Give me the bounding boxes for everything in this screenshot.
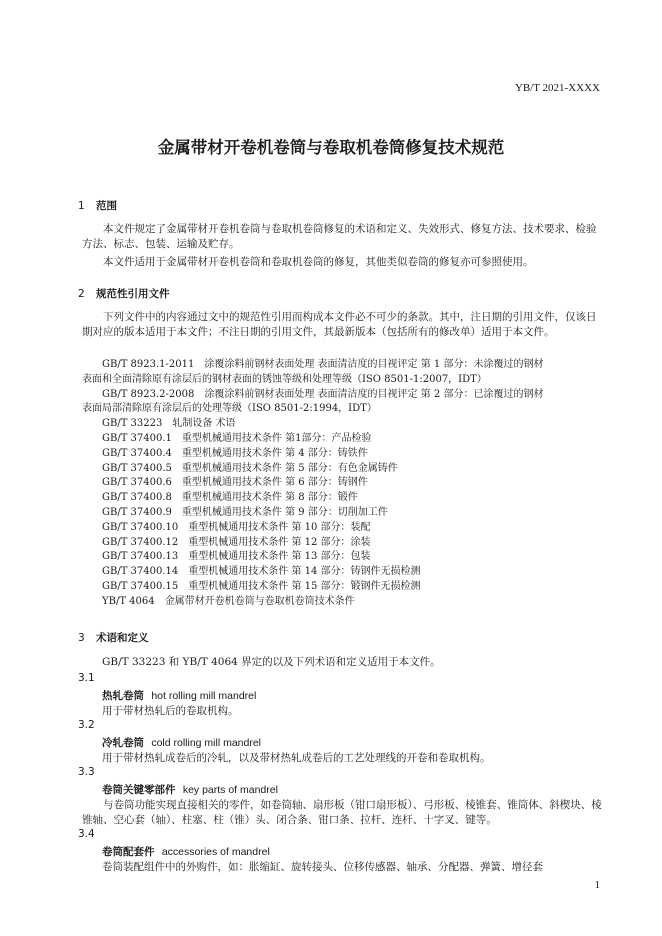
reference-list	[82, 358, 544, 610]
term-heading	[102, 844, 270, 859]
document-code: YB/T 2021-XXXX	[514, 82, 600, 94]
reference-item: GB/T 37400.5 重型机械通用技术条件 第 5 部分：有色金属铸件	[102, 462, 398, 474]
reference-item: GB/T 37400.15 重型机械通用技术条件 第 15 部分：锻钢件无损检测	[102, 580, 421, 592]
term-heading	[102, 735, 261, 750]
scope-paragraph-1: 本文件规定了金属带材开卷机卷筒与卷取机卷筒修复的术语和定义、失效形式、修复方法、技术要求、检验方法、标志、包装、运输及贮存。	[82, 223, 597, 250]
section-2-heading	[78, 286, 170, 301]
section-title: 范围	[96, 200, 117, 212]
term-number: 3.4	[78, 828, 95, 840]
term-name-zh: 卷筒关键零部件	[102, 784, 176, 796]
reference-item: GB/T 37400.1 重型机械通用技术条件 第1部分：产品检验	[102, 432, 372, 444]
term-name-en: key parts of mandrel	[182, 784, 278, 796]
reference-item: GB/T 8923.1-2011 涂覆涂料前钢材表面处理 表面清洁度的目视评定 第 1 部分：未涂覆过的钢材	[102, 359, 544, 370]
reference-item-continuation: 表面局部清除原有涂层后的处理等级（ISO 8501-2:1994，IDT）	[82, 403, 377, 415]
references-intro: 下列文件中的内容通过文中的规范性引用而构成本文件必不可少的条款。其中，注日期的引用文件，仅该日期对应的版本适用于本文件；不注日期的引用文件，其最新版本（包括所有的修改单）适用于本文件。	[82, 311, 597, 338]
section-number: 2	[78, 288, 85, 300]
term-number: 3.3	[78, 766, 95, 778]
term-heading	[102, 782, 278, 797]
section-1-heading	[78, 198, 117, 213]
document-title: 金属带材开卷机卷筒与卷取机卷筒修复技术规范	[157, 138, 505, 157]
scope-paragraph-2: 本文件适用于金属带材开卷机卷筒和卷取机卷筒的修复，其他类似卷筒的修复亦可参照使用。	[103, 256, 534, 268]
term-name-zh: 冷轧卷筒	[102, 737, 144, 749]
term-name-en: hot rolling mill mandrel	[151, 690, 257, 702]
term-name-zh: 热轧卷筒	[102, 690, 144, 702]
section-number: 1	[78, 200, 85, 212]
reference-item: GB/T 37400.14 重型机械通用技术条件 第 14 部分：铸钢件无损检测	[102, 566, 421, 578]
page-number: 1	[594, 880, 600, 891]
term-name-zh: 卷筒配套件	[102, 846, 155, 858]
section-3-heading	[78, 630, 149, 645]
section-title: 术语和定义	[96, 632, 149, 644]
term-number: 3.2	[78, 719, 95, 731]
reference-item-continuation: 表面和全面清除原有涂层后的钢材表面的锈蚀等级和处理等级（ISO 8501-1:2007，IDT）	[82, 373, 487, 385]
term-definition: 卷筒装配组件中的外购件，如：胀缩缸、旋转接头、位移传感器、轴承、分配器、弹簧、增径套	[102, 861, 543, 873]
term-number: 3.1	[78, 672, 95, 684]
term-definition: 用于带材热轧成卷后的冷轧，以及带材热轧成卷后的工艺处理线的开卷和卷取机构。	[102, 752, 491, 764]
reference-item: GB/T 37400.6 重型机械通用技术条件 第 6 部分：铸钢件	[102, 477, 368, 489]
reference-item: GB/T 33223 轧制设备 术语	[102, 418, 236, 430]
reference-item: GB/T 37400.10 重型机械通用技术条件 第 10 部分：装配	[102, 521, 371, 533]
reference-item: GB/T 8923.2-2008 涂覆涂料前钢材表面处理 表面清洁度的目视评定 第 2 部分：已涂覆过的钢材	[102, 388, 544, 400]
term-name-en: cold rolling mill mandrel	[151, 737, 262, 749]
terms-intro: GB/T 33223 和 YB/T 4064 界定的以及下列术语和定义适用于本文件。	[102, 656, 441, 668]
term-definition: 用于带材热轧后的卷取机构。	[102, 705, 239, 717]
reference-item: GB/T 37400.8 重型机械通用技术条件 第 8 部分：锻件	[102, 492, 358, 504]
reference-item: GB/T 37400.13 重型机械通用技术条件 第 13 部分：包装	[102, 551, 371, 563]
term-definition: 与卷筒功能实现直接相关的零件，如卷筒轴、扇形板（钳口扇形板）、弓形板、棱锥套、锥筒体、斜楔块、棱锥轴、空心套（轴）、柱塞、柱（锥）头、闭合条、钳口条、拉杆、连杆、十字叉、键等。	[82, 799, 602, 826]
term-heading	[102, 688, 256, 703]
reference-item: GB/T 37400.12 重型机械通用技术条件 第 12 部分：涂装	[102, 536, 371, 548]
reference-item: GB/T 37400.4 重型机械通用技术条件 第 4 部分：铸铁件	[102, 447, 368, 459]
reference-item: YB/T 4064 金属带材开卷机卷筒与卷取机卷筒技术条件	[102, 595, 355, 607]
term-name-en: accessories of mandrel	[161, 846, 270, 858]
reference-item: GB/T 37400.9 重型机械通用技术条件 第 9 部分：切削加工件	[102, 506, 388, 518]
section-title: 规范性引用文件	[96, 288, 170, 300]
section-number: 3	[78, 632, 85, 644]
